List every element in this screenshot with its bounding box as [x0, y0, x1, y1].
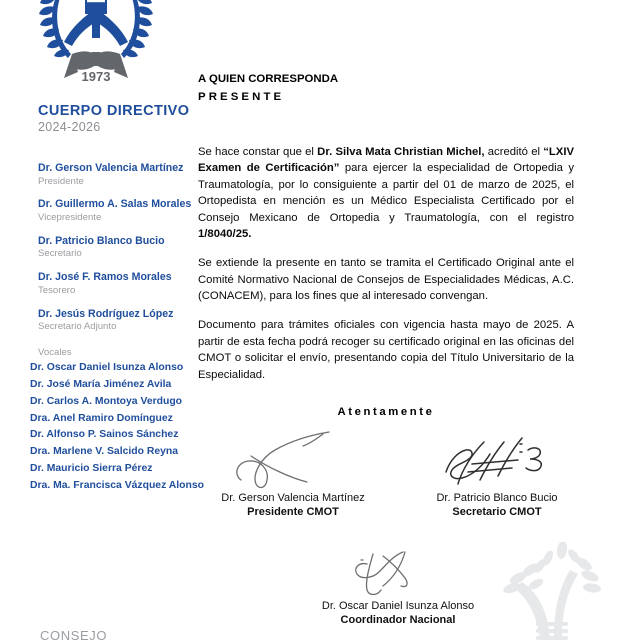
officers-list	[38, 162, 192, 344]
officer-role: Secretario	[38, 248, 82, 260]
officer-entry	[38, 198, 192, 224]
signature-block-president	[198, 430, 388, 520]
paragraph	[198, 317, 574, 383]
officer-name: Dr. José F. Ramos Morales	[38, 271, 172, 284]
body-text: acreditó el	[484, 146, 544, 158]
vocal-name: Dr. Oscar Daniel Isunza Alonso	[30, 362, 184, 373]
officer-entry	[38, 235, 188, 261]
addressee-line-1: A QUIEN CORRESPONDA	[198, 73, 339, 85]
sidebar-footer-word: CONSEJO	[40, 628, 108, 640]
officer-entry	[38, 308, 188, 334]
signature-role: Presidente CMOT	[247, 505, 339, 518]
officer-entry	[38, 162, 188, 188]
emphasis-text: 1/8040/25.	[198, 227, 252, 240]
signature-patricio-icon	[402, 430, 592, 492]
signature-role: Coordinador Nacional	[340, 613, 456, 626]
body-text: Se extiende la presente en tanto se tramita el Certificado Original ante el Comité Normativo Nacional de Consejos de Especialidades Médicas, A.C. (CONACEM), para los fines que al interesado convengan.	[198, 257, 574, 302]
signature-gerson-icon	[198, 430, 388, 492]
directive-title: CUERPO DIRECTIVO	[38, 103, 190, 119]
officer-entry	[38, 271, 188, 297]
closing-salutation: Atentamente	[337, 406, 435, 418]
officer-name: Dr. Guillermo A. Salas Morales	[38, 198, 192, 211]
body-text: Documento para trámites oficiales con vigencia hasta mayo de 2025. A partir de esta fecha podrá recoger su certificado original en las oficinas del CMOT o solicitar el envío, presentando copia del Título Universitario de la Especialidad.	[198, 319, 574, 381]
emblem-year: 1973	[81, 69, 111, 84]
officer-role: Secretario Adjunto	[38, 321, 117, 333]
signature-block-secretary	[402, 430, 592, 520]
addressee-line-2: PRESENTE	[198, 90, 285, 103]
emphasis-text: Dr. Silva Mata Christian Michel,	[317, 146, 485, 158]
officer-name: Dr. Jesús Rodríguez López	[38, 307, 174, 320]
addressee-block	[198, 71, 338, 106]
signature-name: Dr. Gerson Valencia Martínez	[221, 492, 365, 504]
vocal-name: Dra. Marlene V. Salcido Reyna	[30, 446, 179, 458]
signature-role: Secretario CMOT	[452, 505, 542, 518]
document-body	[198, 0, 592, 640]
officer-role: Tesorero	[38, 284, 76, 296]
vocal-name: Dr. José María Jiménez Avila	[30, 378, 172, 390]
body-text: para ejercer la especialidad de Ortopedia y Traumatología, por lo consiguiente a partir del 01 de marzo de 2025, el Ortopedista en mención es un Médico Especialista Certificado por el Consejo Mexicano de Ortopedia y Traumatología, con el registro	[198, 162, 574, 224]
directive-years: 2024-2026	[38, 120, 101, 134]
body-text: Se hace constar que el	[198, 146, 318, 158]
officer-name: Dr. Patricio Blanco Bucio	[38, 234, 165, 247]
paragraph-block	[198, 144, 574, 396]
vocal-name: Dr. Carlos A. Montoya Verdugo	[30, 395, 183, 407]
vocales-list	[30, 360, 204, 495]
vocal-name: Dr. Alfonso P. Sainos Sánchez	[30, 429, 179, 441]
vocal-name: Dr. Mauricio Sierra Pérez	[30, 463, 153, 475]
signature-oscar-icon	[268, 548, 528, 600]
signature-row	[198, 430, 592, 520]
vocal-name: Dra. Ma. Francisca Vázquez Alonso	[30, 479, 204, 491]
paragraph	[198, 144, 574, 242]
emphasis-text: “LXIV Examen de Certificación”	[198, 146, 574, 175]
vocal-name: Dra. Anel Ramiro Domínguez	[30, 412, 173, 424]
officer-role: Vicepresidente	[38, 211, 102, 223]
signature-name: Dr. Patricio Blanco Bucio	[436, 492, 558, 504]
laurel-wreath-emblem	[28, 0, 164, 86]
signature-block-coordinator	[268, 548, 528, 628]
paragraph	[198, 255, 574, 304]
officer-name: Dr. Gerson Valencia Martínez	[38, 162, 184, 174]
sidebar	[0, 0, 204, 640]
vocales-label: Vocales	[38, 347, 72, 358]
signature-name: Dr. Oscar Daniel Isunza Alonso	[321, 600, 475, 612]
officer-role: Presidente	[38, 175, 84, 187]
